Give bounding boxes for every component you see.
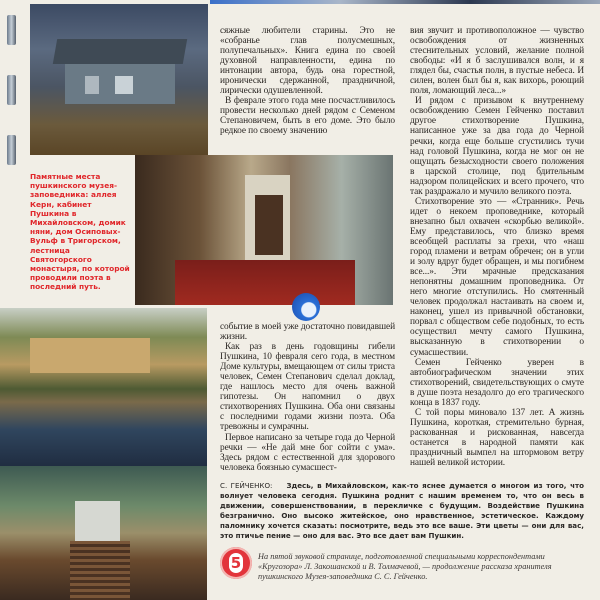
photo-monastery-staircase [0, 466, 207, 600]
top-edge-strip [210, 0, 600, 4]
sound-page-badge [220, 547, 252, 579]
speaker-name: С. ГЕЙЧЕНКО: [220, 480, 273, 490]
photo-caption: Памятные места пушкинского музея-заповедника: аллея Керн, кабинет Пушкина в Михайловском, домик няни, дом Осиповых-Вульф в Тригорском, лестница Святогорского монастыря, по которой проводили поэта в последний путь. [30, 172, 130, 292]
interview-quote [220, 481, 584, 541]
paragraph: Стихотворение это — «Странник». Речь идет о некоем проповеднике, который внезапно был охвачен «скорбью великой». Ему представилось, что близко время всеобщей расплаты за грехи, что «наш город пламени и ветрам обречен; он в угли и золу вдруг будет обращен, и мы погибнем все...». Эти мрачные предсказания непонятны домашним проповедника. От него многие отступились. Но смятенный человек продолжал настаивать на своем и, наконец, ушел из привычной обстановки, порвал с обществом себе подобных, то есть осуществил мечту самого Пушкина, высказанную в стихотворении о сумасшествии. [410, 196, 584, 358]
article-column-1-top [220, 26, 395, 322]
paragraph: событие в моей уже достаточно повидавшей жизни. [220, 322, 395, 343]
binding-ring [7, 75, 16, 105]
article-text-area [220, 26, 584, 582]
paragraph: сяжные любители старины. Это не «собранье глав полусмешных, полупечальных». Книга едина по своей духовной направленности, едина по интонации автора, будь она горестной, иронически сдержанной, праздничной, лирически одушевленной. [220, 26, 395, 97]
paragraph: И рядом с призывом к внутреннему освобождению Семен Гейченко поставил другое стихотворение Пушкина, написанное уже за два года до Черной речки, когда еще больше сгустились тучи над головой Пушкина, когда не мог он не ощущать безысходности своего положения в царской столице, под бдительным надзором полицейских и всего прочего, что так раздражало и мучило великого поэта. [410, 96, 584, 197]
paragraph: Первое написано за четыре года до Черной речки — «Не дай мне бог сойти с ума». Здесь рядом с естественной для здорового человека боязнью сумасшест- [220, 432, 395, 473]
page-number: 5 [230, 553, 242, 572]
paragraph: В феврале этого года мне посчастливилось провести несколько дней рядом с Семеном Степановичем, быть в его доме. Это было редкое по своему значению [220, 96, 395, 137]
article-column-2 [410, 26, 584, 468]
sound-page-note-row [220, 547, 584, 582]
sound-page-note: На пятой звуковой странице, подготовленной специальными корреспондентами «Кругозора» Л. Закошанской и В. Толмачевой, — продолжение рассказа хранителя пушкинского Музея-заповедника С. С. Гейченко. [258, 551, 552, 581]
quote-text: Здесь, в Михайловском, как-то яснее думается о многом из того, что волнует человека сегодня. Пушкина роднит с нашим временем то, что он весь в движении, совершенствовании, в перекличке с будущим. Воздействие Пушкина безгранично. Оно высоко житейское, оно нравственное, эстетическое. Каждому паломнику хочется сказать: посмотрите, ведь это все ваше. Эти цветы — они для вас, это птичье пение — оно для вас. Это все дает вам Пушкин. [220, 480, 584, 540]
photo-nanny-house [30, 4, 208, 155]
binding-ring [7, 135, 16, 165]
photo-trigorskoye-pond [0, 308, 207, 470]
article-column-1-bottom [220, 322, 395, 473]
paragraph: Семен Гейченко уверен в автобиографическом значении этих стихотворений, свидетельствующих о смуте в душе поэта незадолго до его трагического конца в 1837 году. [410, 357, 584, 408]
article-column-1 [220, 26, 395, 473]
binding-ring [7, 15, 16, 45]
paragraph: Как раз в день годовщины гибели Пушкина, 10 февраля сего года, в местном Доме культуры, вмещающем от силы триста человек, Семен Степанович сделал доклад, где нашлось место для очень важной гипотезы. Он напомнил о двух стихотворениях Пушкина. Оба они связаны с последними годами жизни поэта. Оба тревожны и сумрачны. [220, 342, 395, 433]
paragraph: вия звучит и противоположное — чувство освобождения от жизненных стеснительных условий, желание полной свободы: «И я б заслушивался волн, и я глядел бы, счастья полн, в пустые небеса. И силен, волен был бы я, как вихорь, роющий поля, ломающий леса...» [410, 26, 584, 97]
paragraph: С той поры миновало 137 лет. А жизнь Пушкина, короткая, стремительно бурная, раскованная и рискованная, навсегда останется в народной памяти как праздничный вымпел на штормовом ветру нашей великой истории. [410, 407, 584, 469]
